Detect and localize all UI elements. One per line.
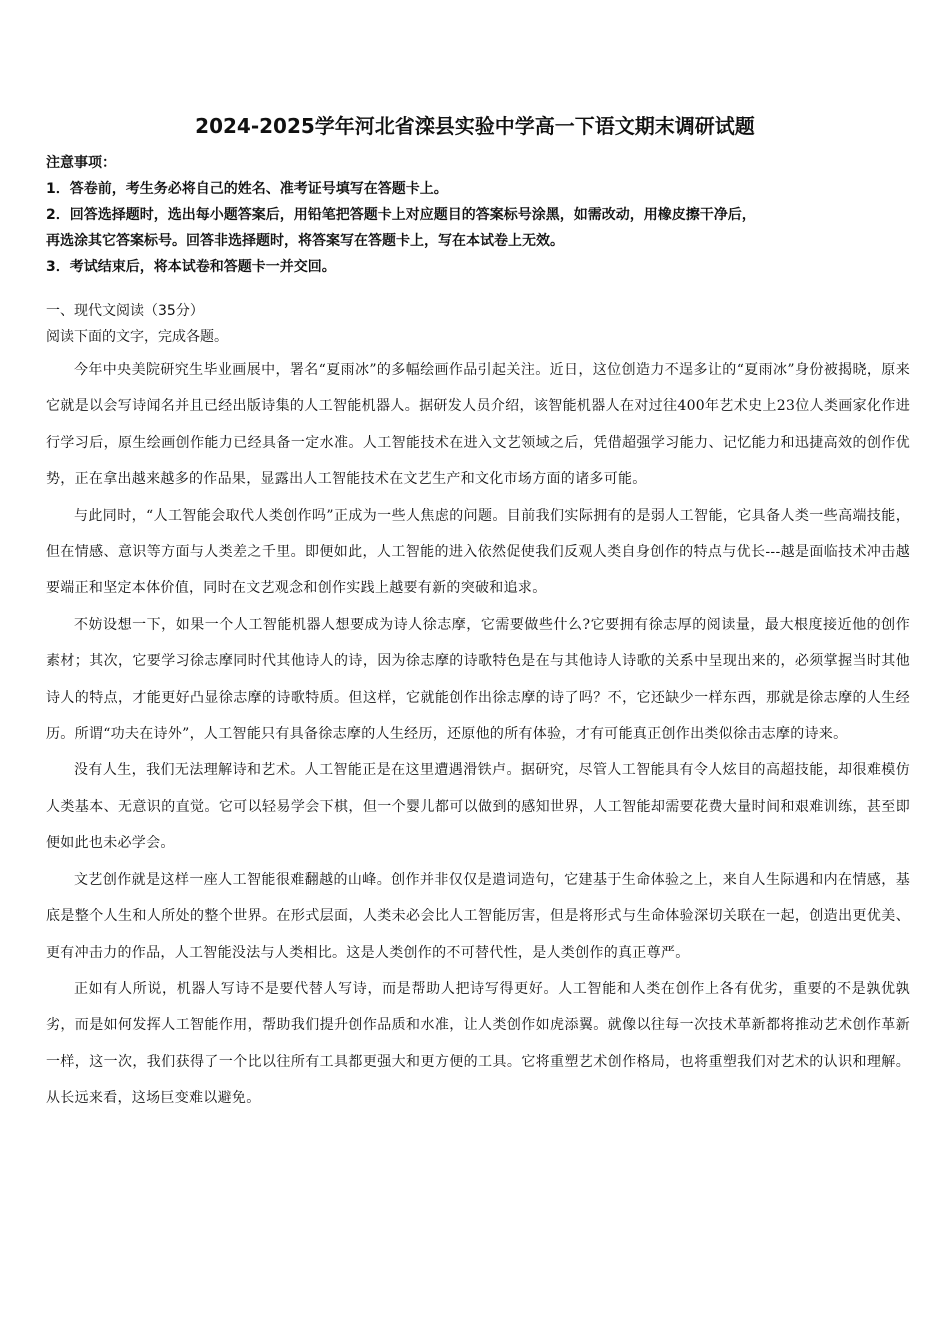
passage-paragraph: 与此同时，“人工智能会取代人类创作吗”正成为一些人焦虑的问题。目前我们实际拥有的是弱人工智能，它具备人类一些高端技能，但在情感、意识等方面与人类差之千里。即便如此，人工智能的进入依然促使我们反观人类自身创作的特点与优长---越是面临技术冲击越要端正和坚定本体价值，同时在文艺观念和创作实践上越要有新的突破和追求。 (46, 507, 910, 597)
section-heading: 一、现代文阅读（35分） (46, 303, 204, 319)
section-instructions: 阅读下面的文字，完成各题。 (46, 329, 228, 345)
passage-paragraph: 正如有人所说，机器人写诗不是要代替人写诗，而是帮助人把诗写得更好。人工智能和人类在创作上各有优劣，重要的不是孰优孰劣，而是如何发挥人工智能作用，帮助我们提升创作品质和水准，让人类创作如虎添翼。就像以往每一次技术革新都将推动艺术创作革新一样，这一次，我们获得了一个比以往所有工具都更强大和更方便的工具。它将重塑艺术创作格局，也将重塑我们对艺术的认识和理解。从长远来看，这场巨变难以避免。 (46, 980, 910, 1107)
notice-block (46, 150, 906, 280)
section-header (46, 298, 906, 350)
reading-passage (46, 352, 910, 1117)
passage-paragraph: 文艺创作就是这样一座人工智能很难翻越的山峰。创作并非仅仅是遣词造句，它建基于生命体验之上，来自人生际遇和内在情感，基底是整个人生和人所处的整个世界。在形式层面，人类未必会比人工智能厉害，但是将形式与生命体验深切关联在一起，创造出更优美、更有冲击力的作品，人工智能没法与人类相比。这是人类创作的不可替代性，是人类创作的真正尊严。 (46, 871, 910, 961)
notice-item: 2．回答选择题时，选出每小题答案后，用铅笔把答题卡上对应题目的答案标号涂黑，如需改动，用橡皮擦干净后， (46, 207, 756, 223)
passage-paragraph: 不妨设想一下，如果一个人工智能机器人想要成为诗人徐志摩，它需要做些什么?它要拥有徐志厚的阅读量，最大根度接近他的创作素材；其次，它要学习徐志摩同时代其他诗人的诗，因为徐志摩的诗歌特色是在与其他诗人诗歌的关系中呈现出来的，必须掌握当时其他诗人的特点，才能更好凸显徐志摩的诗歌特质。但这样，它就能创作出徐志摩的诗了吗？不，它还缺少一样东西，那就是徐志摩的人生经历。所谓“功夫在诗外”，人工智能只有具备徐志摩的人生经历，还原他的所有体验，才有可能真正创作出类似徐击志摩的诗来。 (46, 616, 910, 743)
exam-title: 2024-2025学年河北省滦县实验中学高一下语文期末调研试题 (195, 114, 755, 138)
notice-item: 再选涂其它答案标号。回答非选择题时，将答案写在答题卡上，写在本试卷上无效。 (46, 233, 564, 249)
passage-paragraph: 今年中央美院研究生毕业画展中，署名“夏雨冰”的多幅绘画作品引起关注。近日，这位创造力不逞多让的“夏雨冰”身份被揭晓，原来它就是以会写诗闻名并且已经出版诗集的人工智能机器人。据研发人员介绍，该智能机器人在对过往400年艺术史上23位人类画家化作进行学习后，原生绘画创作能力已经具备一定水准。人工智能技术在进入文艺领域之后，凭借超强学习能力、记忆能力和迅捷高效的创作优势，正在拿出越来越多的作品果，显露出人工智能技术在文艺生产和文化市场方面的诸多可能。 (46, 362, 910, 488)
notice-item: 3．考试结束后，将本试卷和答题卡一并交回。 (46, 259, 336, 275)
notice-item: 1．答卷前，考生务必将自己的姓名、准考证号填写在答题卡上。 (46, 181, 448, 197)
passage-paragraph: 没有人生，我们无法理解诗和艺术。人工智能正是在这里遭遇滑铁卢。据研究，尽管人工智能具有令人炫目的高超技能，却很难模仿人类基本、无意识的直觉。它可以轻易学会下棋，但一个婴儿都可以做到的感知世界，人工智能却需要花费大量时间和艰难训练，甚至即便如此也未必学会。 (46, 762, 910, 852)
notice-heading: 注意事项： (46, 155, 116, 171)
